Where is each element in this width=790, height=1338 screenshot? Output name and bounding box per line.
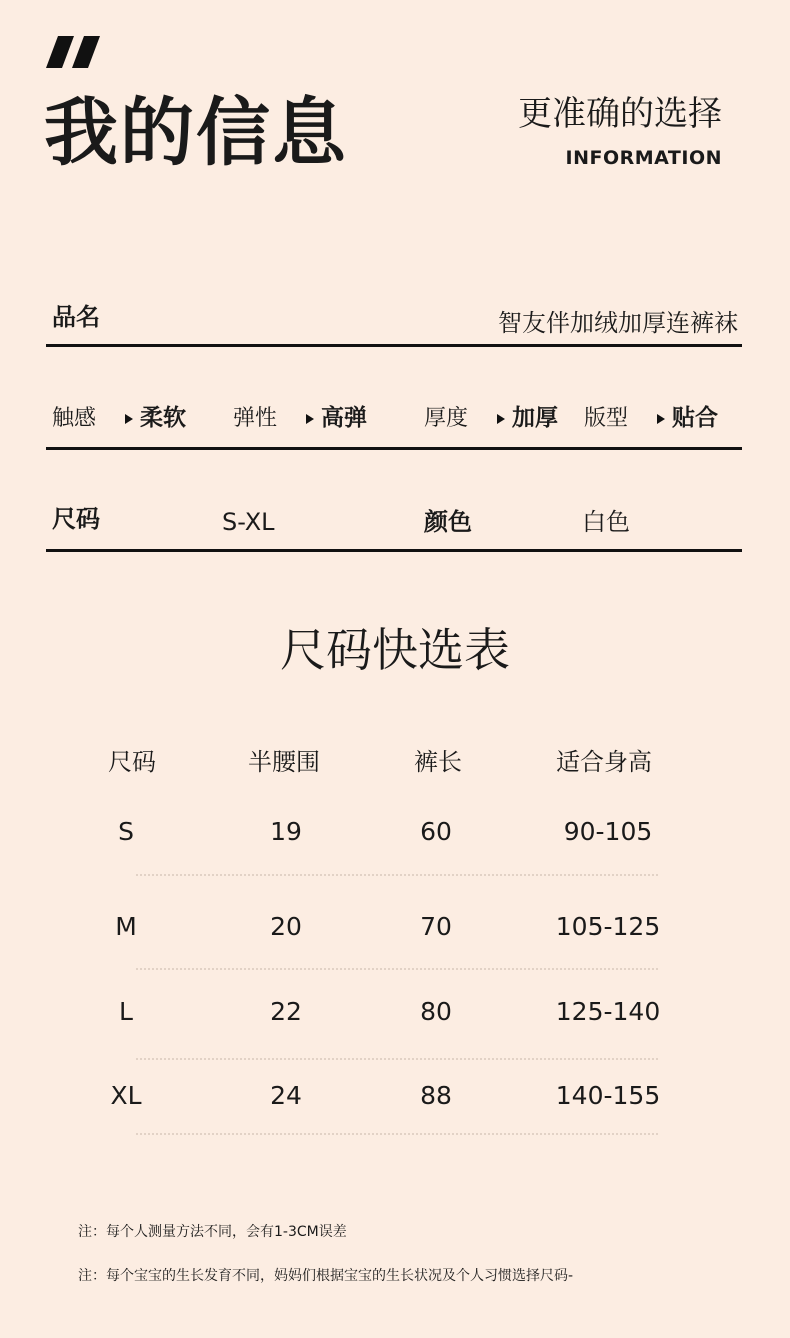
table-cell-half-waist: 24: [270, 1081, 302, 1110]
size-chart-title: 尺码快选表: [280, 623, 510, 677]
table-cell-size: L: [119, 997, 133, 1026]
divider-rule: [46, 549, 742, 552]
table-cell-pants-length: 88: [420, 1081, 452, 1110]
attribute-key-elasticity: 弹性: [233, 406, 278, 431]
row-divider: [136, 1058, 658, 1060]
divider-rule: [46, 447, 742, 450]
size-value: S-XL: [222, 508, 275, 536]
attribute-key-feel: 触感: [52, 406, 97, 431]
table-cell-pants-length: 80: [420, 997, 452, 1026]
table-header-height: 适合身高: [556, 748, 652, 776]
table-cell-pants-length: 70: [420, 912, 452, 941]
table-cell-height: 105-125: [555, 912, 661, 941]
table-cell-size: S: [118, 817, 134, 846]
attribute-value-feel: 柔软: [140, 405, 186, 431]
triangle-bullet-icon: [497, 414, 505, 424]
table-header-pants-length: 裤长: [414, 748, 462, 776]
triangle-bullet-icon: [306, 414, 314, 424]
table-cell-pants-length: 60: [420, 817, 452, 846]
triangle-bullet-icon: [657, 414, 665, 424]
row-divider: [136, 1133, 658, 1135]
table-cell-half-waist: 20: [270, 912, 302, 941]
note-measurement-error: 注：每个人测量方法不同，会有1-3CM误差: [78, 1224, 347, 1240]
divider-rule: [46, 344, 742, 347]
table-cell-height: 90-105: [563, 817, 653, 846]
attribute-key-fit: 版型: [584, 406, 629, 431]
attribute-value-thickness: 加厚: [512, 405, 558, 431]
table-cell-size: XL: [110, 1081, 142, 1110]
size-label: 尺码: [52, 505, 100, 533]
attribute-key-thickness: 厚度: [424, 406, 469, 431]
page-subtitle-english: INFORMATION: [565, 147, 722, 169]
attribute-value-elasticity: 高弹: [321, 405, 367, 431]
table-cell-height: 140-155: [555, 1081, 661, 1110]
table-header-half-waist: 半腰围: [248, 748, 320, 776]
table-cell-half-waist: 19: [270, 817, 302, 846]
note-size-selection: 注：每个宝宝的生长发育不同，妈妈们根据宝宝的生长状况及个人习惯选择尺码-: [78, 1268, 574, 1284]
table-cell-size: M: [115, 912, 137, 941]
quote-mark-icon: [44, 30, 104, 74]
color-label: 颜色: [424, 508, 472, 536]
row-divider: [136, 968, 658, 970]
row-divider: [136, 874, 658, 876]
table-cell-height: 125-140: [555, 997, 661, 1026]
product-name-label: 品名: [52, 303, 100, 331]
page-subtitle: 更准确的选择: [518, 94, 722, 134]
attribute-value-fit: 贴合: [672, 405, 718, 431]
triangle-bullet-icon: [125, 414, 133, 424]
color-value: 白色: [582, 508, 630, 536]
table-cell-half-waist: 22: [270, 997, 302, 1026]
product-name-value: 智友伴加绒加厚连裤袜: [498, 309, 738, 337]
table-header-size: 尺码: [108, 748, 156, 776]
page-title: 我的信息: [44, 90, 348, 176]
